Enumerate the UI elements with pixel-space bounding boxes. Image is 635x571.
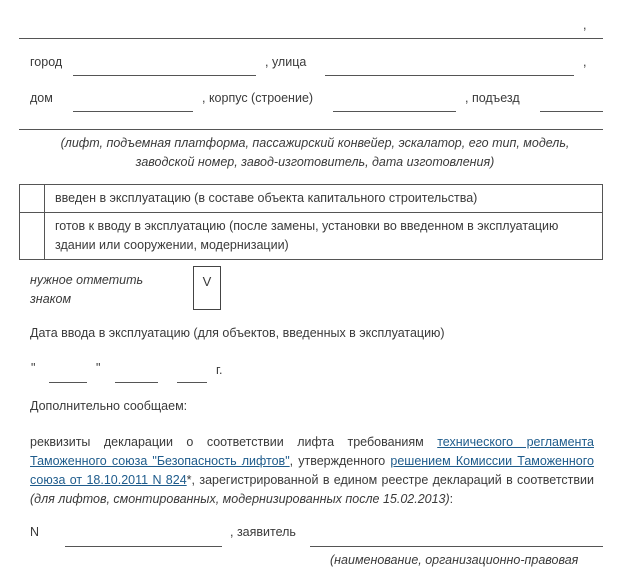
top-comma: , (583, 18, 587, 32)
top-divider (19, 38, 603, 39)
option-row (20, 185, 603, 213)
commission-decision-link[interactable]: решением Комиссии Таможенного союза от 18.10.2011 N 824 (30, 454, 595, 487)
date-year-field[interactable] (177, 382, 207, 383)
date-quote-open: " (31, 361, 36, 375)
declaration-text: реквизиты декларации о соответствии лифта требованиям (30, 435, 438, 449)
city-label: город (30, 55, 63, 69)
house-field[interactable] (73, 111, 193, 112)
date-label: Дата ввода в эксплуатацию (для объектов, введенных в эксплуатацию) (30, 326, 445, 340)
declaration-condition: (для лифтов, смонтированных, модернизированных после 15.02.2013) (30, 492, 450, 506)
device-field[interactable] (19, 129, 603, 130)
check-mark-icon: V (202, 274, 212, 289)
mark-hint: нужное отметить знаком (30, 273, 144, 306)
number-label: N (30, 525, 40, 539)
street-field[interactable] (325, 75, 574, 76)
entrance-label: , подъезд (465, 91, 520, 105)
street-label: , улица (265, 55, 307, 69)
applicant-label: , заявитель (230, 525, 296, 539)
option-checkbox-commissioned[interactable] (20, 185, 45, 213)
option-row (20, 213, 603, 260)
date-month-field[interactable] (115, 382, 158, 383)
option-checkbox-ready[interactable] (20, 213, 45, 260)
date-day-field[interactable] (49, 382, 87, 383)
entrance-field[interactable] (540, 111, 603, 112)
device-hint: (лифт, подъемная платформа, пассажирский конвейер, эскалатор, его тип, модель, заводской номер, завод-изготовитель, дата изготовления) (60, 136, 570, 169)
date-quote-close: " (96, 361, 101, 375)
declaration-paragraph (30, 433, 594, 509)
declaration-text: , утвержденного (289, 454, 391, 468)
house-label: дом (30, 91, 53, 105)
option-label-commissioned: введен в эксплуатацию (в составе объекта капитального строительства) (45, 185, 603, 213)
city-field[interactable] (73, 75, 256, 76)
building-label: , корпус (строение) (202, 91, 314, 105)
commissioning-options (19, 184, 603, 260)
mark-example-box (193, 266, 221, 310)
declaration-text: *, зарегистрированной в едином реестре деклараций в соответствии (186, 473, 594, 487)
option-label-ready: готов к вводу в эксплуатацию (после замены, установки во введенном в эксплуатацию здании или сооружении, модернизации) (45, 213, 603, 260)
tech-regulation-link[interactable]: технического регламента Таможенного союза "Безопасность лифтов" (30, 435, 594, 468)
declaration-text: : (449, 492, 454, 506)
applicant-hint: (наименование, организационно-правовая (330, 553, 579, 567)
date-year-suffix: г. (216, 363, 223, 377)
applicant-field[interactable] (310, 546, 603, 547)
additional-label: Дополнительно сообщаем: (30, 399, 188, 413)
street-comma: , (583, 55, 587, 69)
building-field[interactable] (333, 111, 456, 112)
declaration-number-field[interactable] (65, 546, 222, 547)
